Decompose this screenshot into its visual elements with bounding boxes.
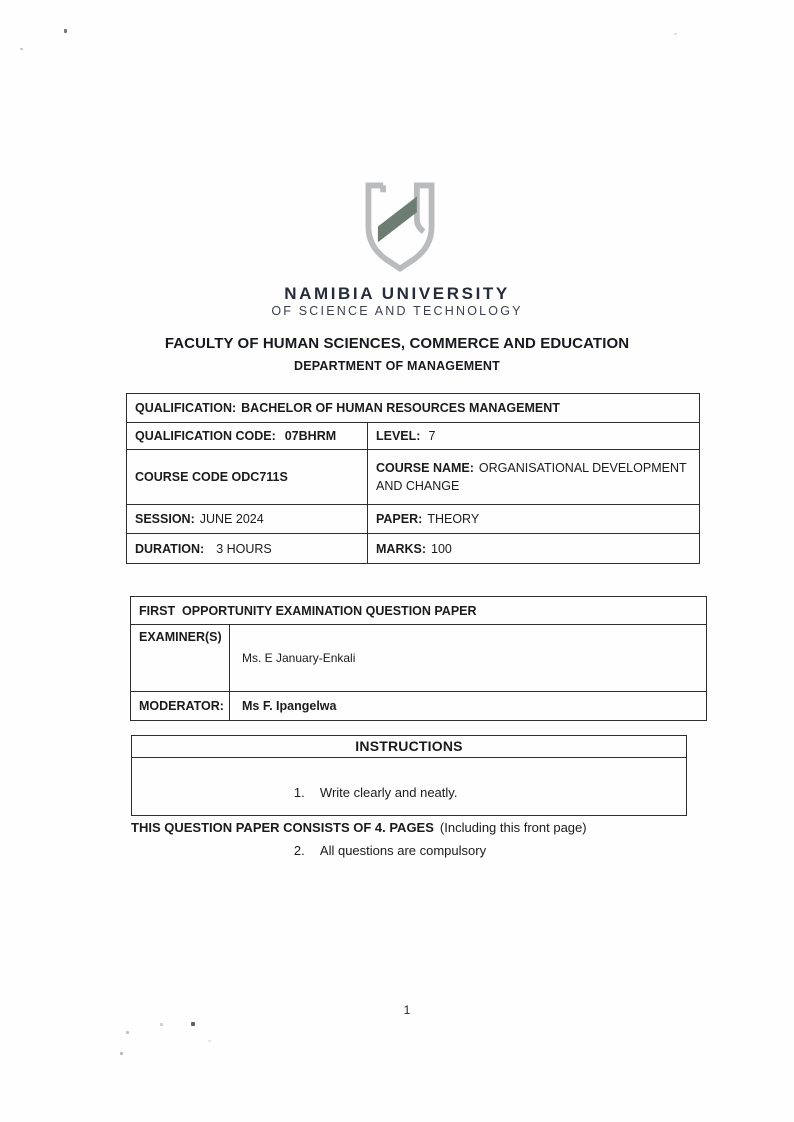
instruction-number: 2. <box>293 843 305 858</box>
paper-label: PAPER: <box>376 512 423 526</box>
exam-paper-title: FIRST OPPORTUNITY EXAMINATION QUESTION PAPER <box>139 603 477 618</box>
moderator-value-cell <box>230 692 707 721</box>
exam-title-cell <box>131 597 707 625</box>
course-name-label: COURSE NAME: <box>376 461 474 475</box>
university-wordmark-subtitle: OF SCIENCE AND TECHNOLOGY <box>271 304 523 318</box>
moderator-name: Ms F. Ipangelwa <box>242 699 337 713</box>
duration-cell <box>127 534 368 564</box>
examination-table <box>130 596 707 721</box>
scan-artifact <box>208 1040 211 1042</box>
moderator-label-cell <box>131 692 230 721</box>
examiner-label: EXAMINER(S) <box>139 630 222 644</box>
session-value: JUNE 2024 <box>199 512 264 526</box>
page-count-note <box>131 820 587 835</box>
scan-artifact <box>191 1022 195 1026</box>
instruction-text: All questions are compulsory <box>319 843 487 858</box>
session-label: SESSION: <box>135 512 195 526</box>
marks-value: 100 <box>431 541 452 556</box>
page-count-normal: (Including this front page) <box>439 820 587 835</box>
duration-label: DURATION: <box>135 541 205 556</box>
level-label: LEVEL: <box>376 429 421 443</box>
course-code-cell <box>127 450 368 505</box>
nust-shield-icon <box>352 177 448 277</box>
paper-cell <box>368 505 700 534</box>
course-name-value: ORGANISATIONAL DEVELOPMENT AND CHANGE <box>376 461 687 493</box>
scan-artifact <box>20 48 23 50</box>
paper-value: THEORY <box>427 512 480 526</box>
scan-artifact <box>64 29 67 33</box>
level-cell <box>368 423 700 450</box>
instruction-text: Write clearly and neatly. <box>319 784 458 800</box>
scan-artifact <box>126 1031 129 1034</box>
marks-cell <box>368 534 700 564</box>
faculty-heading: FACULTY OF HUMAN SCIENCES, COMMERCE AND EDUCATION <box>164 335 630 352</box>
examiner-label-cell <box>131 625 230 692</box>
scan-artifact <box>674 33 677 35</box>
page-number: 1 <box>403 1003 411 1017</box>
marks-label: MARKS: <box>376 541 426 556</box>
course-details-table <box>126 393 700 564</box>
instructions-list <box>132 758 686 880</box>
course-code-label: COURSE CODE ODC711S <box>135 470 288 484</box>
examiner-value-cell <box>230 625 707 692</box>
level-value: 7 <box>428 429 436 443</box>
qualification-value: BACHELOR OF HUMAN RESOURCES MANAGEMENT <box>241 401 560 415</box>
qualification-label: QUALIFICATION: <box>135 401 237 415</box>
instructions-title: INSTRUCTIONS <box>132 736 686 758</box>
page-count-bold: THIS QUESTION PAPER CONSISTS OF 4. PAGES <box>131 820 434 835</box>
department-heading: DEPARTMENT OF MANAGEMENT <box>294 359 500 373</box>
scan-artifact <box>160 1023 163 1026</box>
session-cell <box>127 505 368 534</box>
qualification-code-cell <box>127 423 368 450</box>
university-wordmark: NAMIBIA UNIVERSITY <box>284 284 510 303</box>
scan-artifact <box>120 1052 123 1055</box>
moderator-label: MODERATOR: <box>139 699 224 713</box>
duration-value: 3 HOURS <box>216 541 272 556</box>
instruction-item <box>265 763 686 822</box>
qualification-code-label: QUALIFICATION CODE: <box>135 429 276 443</box>
instruction-number: 1. <box>293 784 305 800</box>
course-name-cell <box>368 450 700 505</box>
examiner-name: Ms. E January-Enkali <box>242 651 356 665</box>
qualification-code-value: 07BHRM <box>284 429 337 443</box>
qualification-cell <box>127 394 700 423</box>
